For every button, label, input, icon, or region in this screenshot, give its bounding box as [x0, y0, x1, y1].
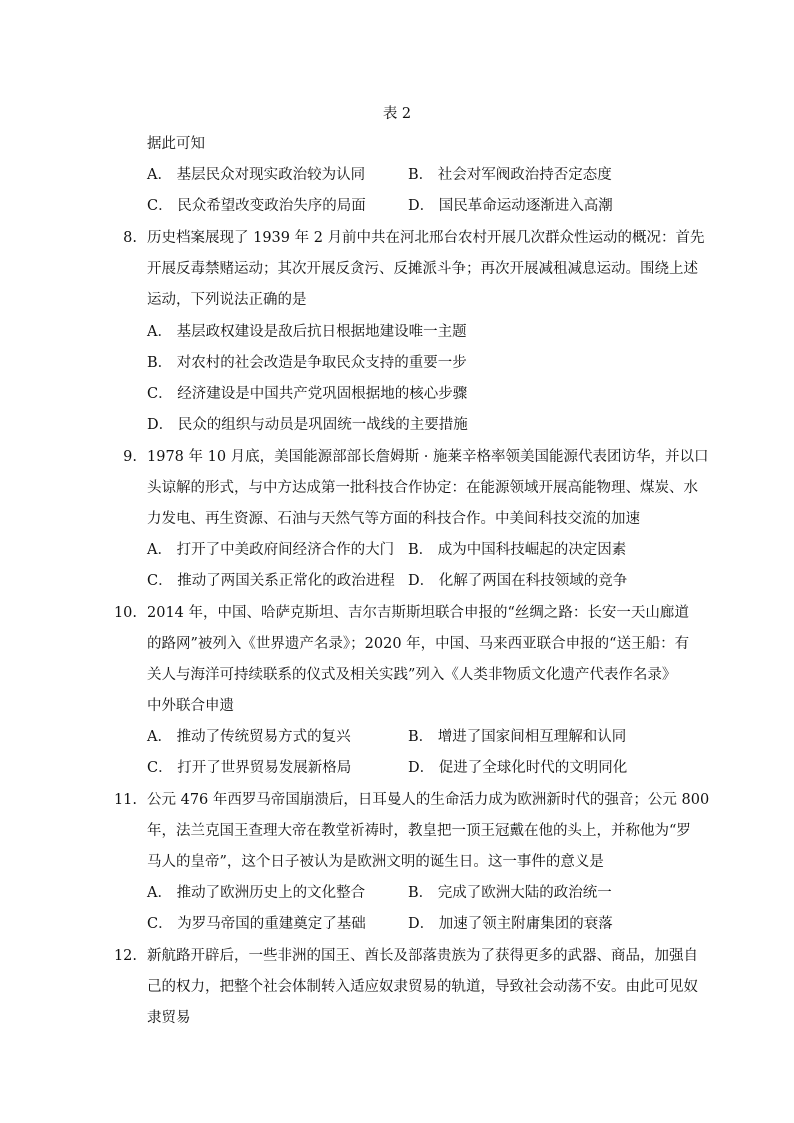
q7-stem-tail: 据此可知: [147, 136, 205, 152]
q11-stem-line-1: 公元 476 年西罗马帝国崩溃后，日耳曼人的生命活力成为欧洲新时代的强音；公元 800: [147, 792, 710, 808]
q11-number: 11.: [113, 792, 137, 808]
q7-option-d[interactable]: D． 国民革命运动逐渐进入高潮: [408, 198, 613, 214]
table-caption: 表 2: [382, 106, 412, 122]
q8-option-c[interactable]: C． 经济建设是中国共产党巩固根据地的核心步骤: [147, 386, 468, 402]
q9-number: 9.: [123, 449, 137, 465]
q8-option-d[interactable]: D． 民众的组织与动员是巩固统一战线的主要措施: [147, 417, 468, 433]
q7-option-c[interactable]: C． 民众希望改变政治失序的局面: [147, 198, 366, 214]
q9-option-d[interactable]: D． 化解了两国在科技领域的竞争: [408, 573, 628, 589]
q12-number: 12.: [113, 948, 137, 964]
q7-option-b[interactable]: B． 社会对军阀政治持否定态度: [408, 167, 612, 183]
q10-stem-line-3: 关人与海洋可持续联系的仪式及相关实践”列入《人类非物质文化遗产代表作名录》: [147, 667, 677, 683]
q11-option-b[interactable]: B． 完成了欧洲大陆的政治统一: [408, 885, 612, 901]
q10-stem-line-1: 2014 年，中国、哈萨克斯坦、吉尔吉斯斯坦联合申报的“丝绸之路：长安一天山廊道: [147, 605, 689, 621]
q8-option-a[interactable]: A． 基层政权建设是敌后抗日根据地建设唯一主题: [147, 324, 467, 340]
q10-stem-line-4: 中外联合申遗: [147, 698, 234, 714]
q9-option-b[interactable]: B． 成为中国科技崛起的决定因素: [408, 542, 627, 558]
q10-option-b[interactable]: B． 增进了国家间相互理解和认同: [408, 729, 627, 745]
q12-stem-line-2: 己的权力，把整个社会体制转入适应奴隶贸易的轨道，导致社会动荡不安。由此可见奴: [147, 979, 698, 995]
q12-stem-line-1: 新航路开辟后，一些非洲的国王、酋长及部落贵族为了获得更多的武器、商品，加强自: [147, 948, 698, 964]
q11-option-a[interactable]: A． 推动了欧洲历史上的文化整合: [147, 885, 366, 901]
q10-option-c[interactable]: C． 打开了世界贸易发展新格局: [147, 760, 352, 776]
q9-option-a[interactable]: A． 打开了中美政府间经济合作的大门: [147, 542, 395, 558]
q8-stem-line-1: 历史档案展现了 1939 年 2 月前中共在河北邢台农村开展几次群众性运动的概况：首先: [147, 230, 705, 246]
q8-stem-line-2: 开展反毒禁赌运动；其次开展反贪污、反摊派斗争；再次开展减租减息运动。围绕上述: [147, 261, 698, 277]
q10-option-a[interactable]: A． 推动了传统贸易方式的复兴: [147, 729, 351, 745]
q9-option-c[interactable]: C． 推动了两国关系正常化的政治进程: [147, 573, 395, 589]
q10-number: 10.: [113, 605, 137, 621]
q11-option-d[interactable]: D． 加速了领主附庸集团的衰落: [408, 916, 613, 932]
q10-stem-line-2: 的路网”被列入《世界遗产名录》；2020 年，中国、马来西亚联合申报的“送王船：有: [147, 636, 690, 652]
q8-number: 8.: [123, 230, 137, 246]
q9-stem-line-2: 头谅解的形式，与中方达成第一批科技合作协定：在能源领域开展高能物理、煤炭、水: [147, 480, 698, 496]
q9-stem-line-1: 1978 年 10 月底，美国能源部部长詹姆斯 · 施莱辛格率领美国能源代表团访华，并以口: [147, 449, 709, 465]
q10-option-d[interactable]: D． 促进了全球化时代的文明同化: [408, 760, 628, 776]
q11-stem-line-3: 马人的皇帝”，这个日子被认为是欧洲文明的诞生日。这一事件的意义是: [147, 854, 604, 870]
q11-stem-line-2: 年，法兰克国王查理大帝在教堂祈祷时，教皇把一顶王冠戴在他的头上，并称他为“罗: [147, 823, 691, 839]
q9-stem-line-3: 力发电、再生资源、石油与天然气等方面的科技合作。中美间科技交流的加速: [147, 511, 640, 527]
q8-stem-line-3: 运动，下列说法正确的是: [147, 292, 307, 308]
q12-stem-line-3: 隶贸易: [147, 1010, 191, 1026]
q7-option-a[interactable]: A． 基层民众对现实政治较为认同: [147, 167, 366, 183]
q11-option-c[interactable]: C． 为罗马帝国的重建奠定了基础: [147, 916, 366, 932]
q8-option-b[interactable]: B． 对农村的社会改造是争取民众支持的重要一步: [147, 355, 467, 371]
